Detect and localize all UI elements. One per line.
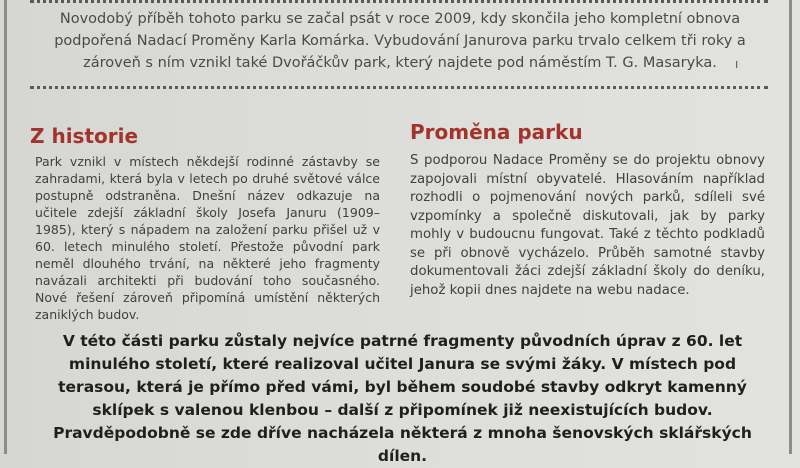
board-frame-right bbox=[789, 0, 792, 454]
speck-mark: ı bbox=[735, 57, 739, 71]
dotted-divider bbox=[30, 86, 768, 89]
change-heading: Proměna parku bbox=[410, 120, 583, 144]
bottom-paragraph: V této části parku zůstaly nejvíce patrné fragmenty původních úprav z 60. let minulého století, které realizoval učitel Janura se svými žáky. V místech pod terasou, která je přímo před vámi, byl během soudobé stavby odkryt kamenný sklípek s valenou klenbou – další z připomínek již neexistujících budov. Pravděpodobně se zde dříve nacházela některá z mnoha šenovských sklářských dílen. bbox=[53, 332, 752, 465]
history-paragraph: Park vznikl v místech někdejší rodinné zástavby se zahradami, která byla v letech po druhé světové válce postupně odstraněna. Dnešní název odkazuje na učitele zdejší základní školy Josefa Januru (1909–1985), který s nápadem na založení parku přišel už v 60. letech minulého století. Přestože původní park neměl dlouhého trvání, na některé jeho fragmenty navázali architekti při budování toho současného. Nové řešení zároveň připomíná umístění některých zaniklých budov. bbox=[35, 154, 380, 322]
history-heading: Z historie bbox=[30, 124, 139, 148]
dotted-divider-top bbox=[30, 0, 768, 3]
intro-paragraph: Novodobý příběh tohoto parku se začal psát v roce 2009, kdy skončila jeho kompletní obnova podpořená Nadací Proměny Karla Komárka. Vybudování Janurova parku trvalo celkem tři roky a zároveň s ním vznikl také Dvořáčkův park, který najdete pod náměstím T. G. Masaryka. bbox=[54, 11, 746, 71]
change-paragraph: S podporou Nadace Proměny se do projektu obnovy zapojovali místní obyvatelé. Hlasováním například rozhodli o pojmenování nových parků, sdíleli své vzpomínky a společně diskutovali, jak by parky mohly v budoucnu fungovat. Také z těchto podkladů se při obnově vycházelo. Průběh samotné stavby dokumentovali žáci zdejší základní školy do deníku, jehož kopii dnes najdete na webu nadace. bbox=[410, 153, 765, 298]
board-frame-left bbox=[4, 0, 7, 454]
